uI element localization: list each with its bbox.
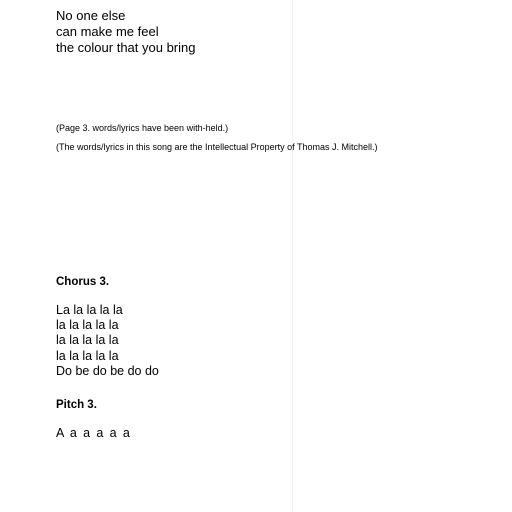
pitch-notes: A a a a a a	[56, 426, 132, 440]
intro-lyrics	[56, 8, 195, 56]
page-divider	[292, 0, 293, 512]
chorus-line: la la la la la	[56, 348, 119, 363]
chorus-heading: Chorus 3.	[56, 276, 110, 288]
chorus-line: la la la la la	[56, 318, 119, 333]
chorus-line: La la la la la	[56, 303, 123, 317]
chorus-line: la la la la la	[56, 333, 119, 348]
intro-line: No one else	[56, 8, 126, 23]
chorus-lyrics	[56, 303, 159, 379]
withheld-notice: (Page 3. words/lyrics have been with-held.)	[56, 123, 229, 133]
intro-line: the colour that you bring	[56, 40, 196, 55]
pitch-heading: Pitch 3.	[56, 399, 97, 411]
chorus-line: Do be do be do do	[56, 363, 159, 378]
copyright-notice: (The words/lyrics in this song are the Intellectual Property of Thomas J. Mitchell.)	[56, 142, 378, 152]
intro-line: can make me feel	[56, 24, 159, 39]
